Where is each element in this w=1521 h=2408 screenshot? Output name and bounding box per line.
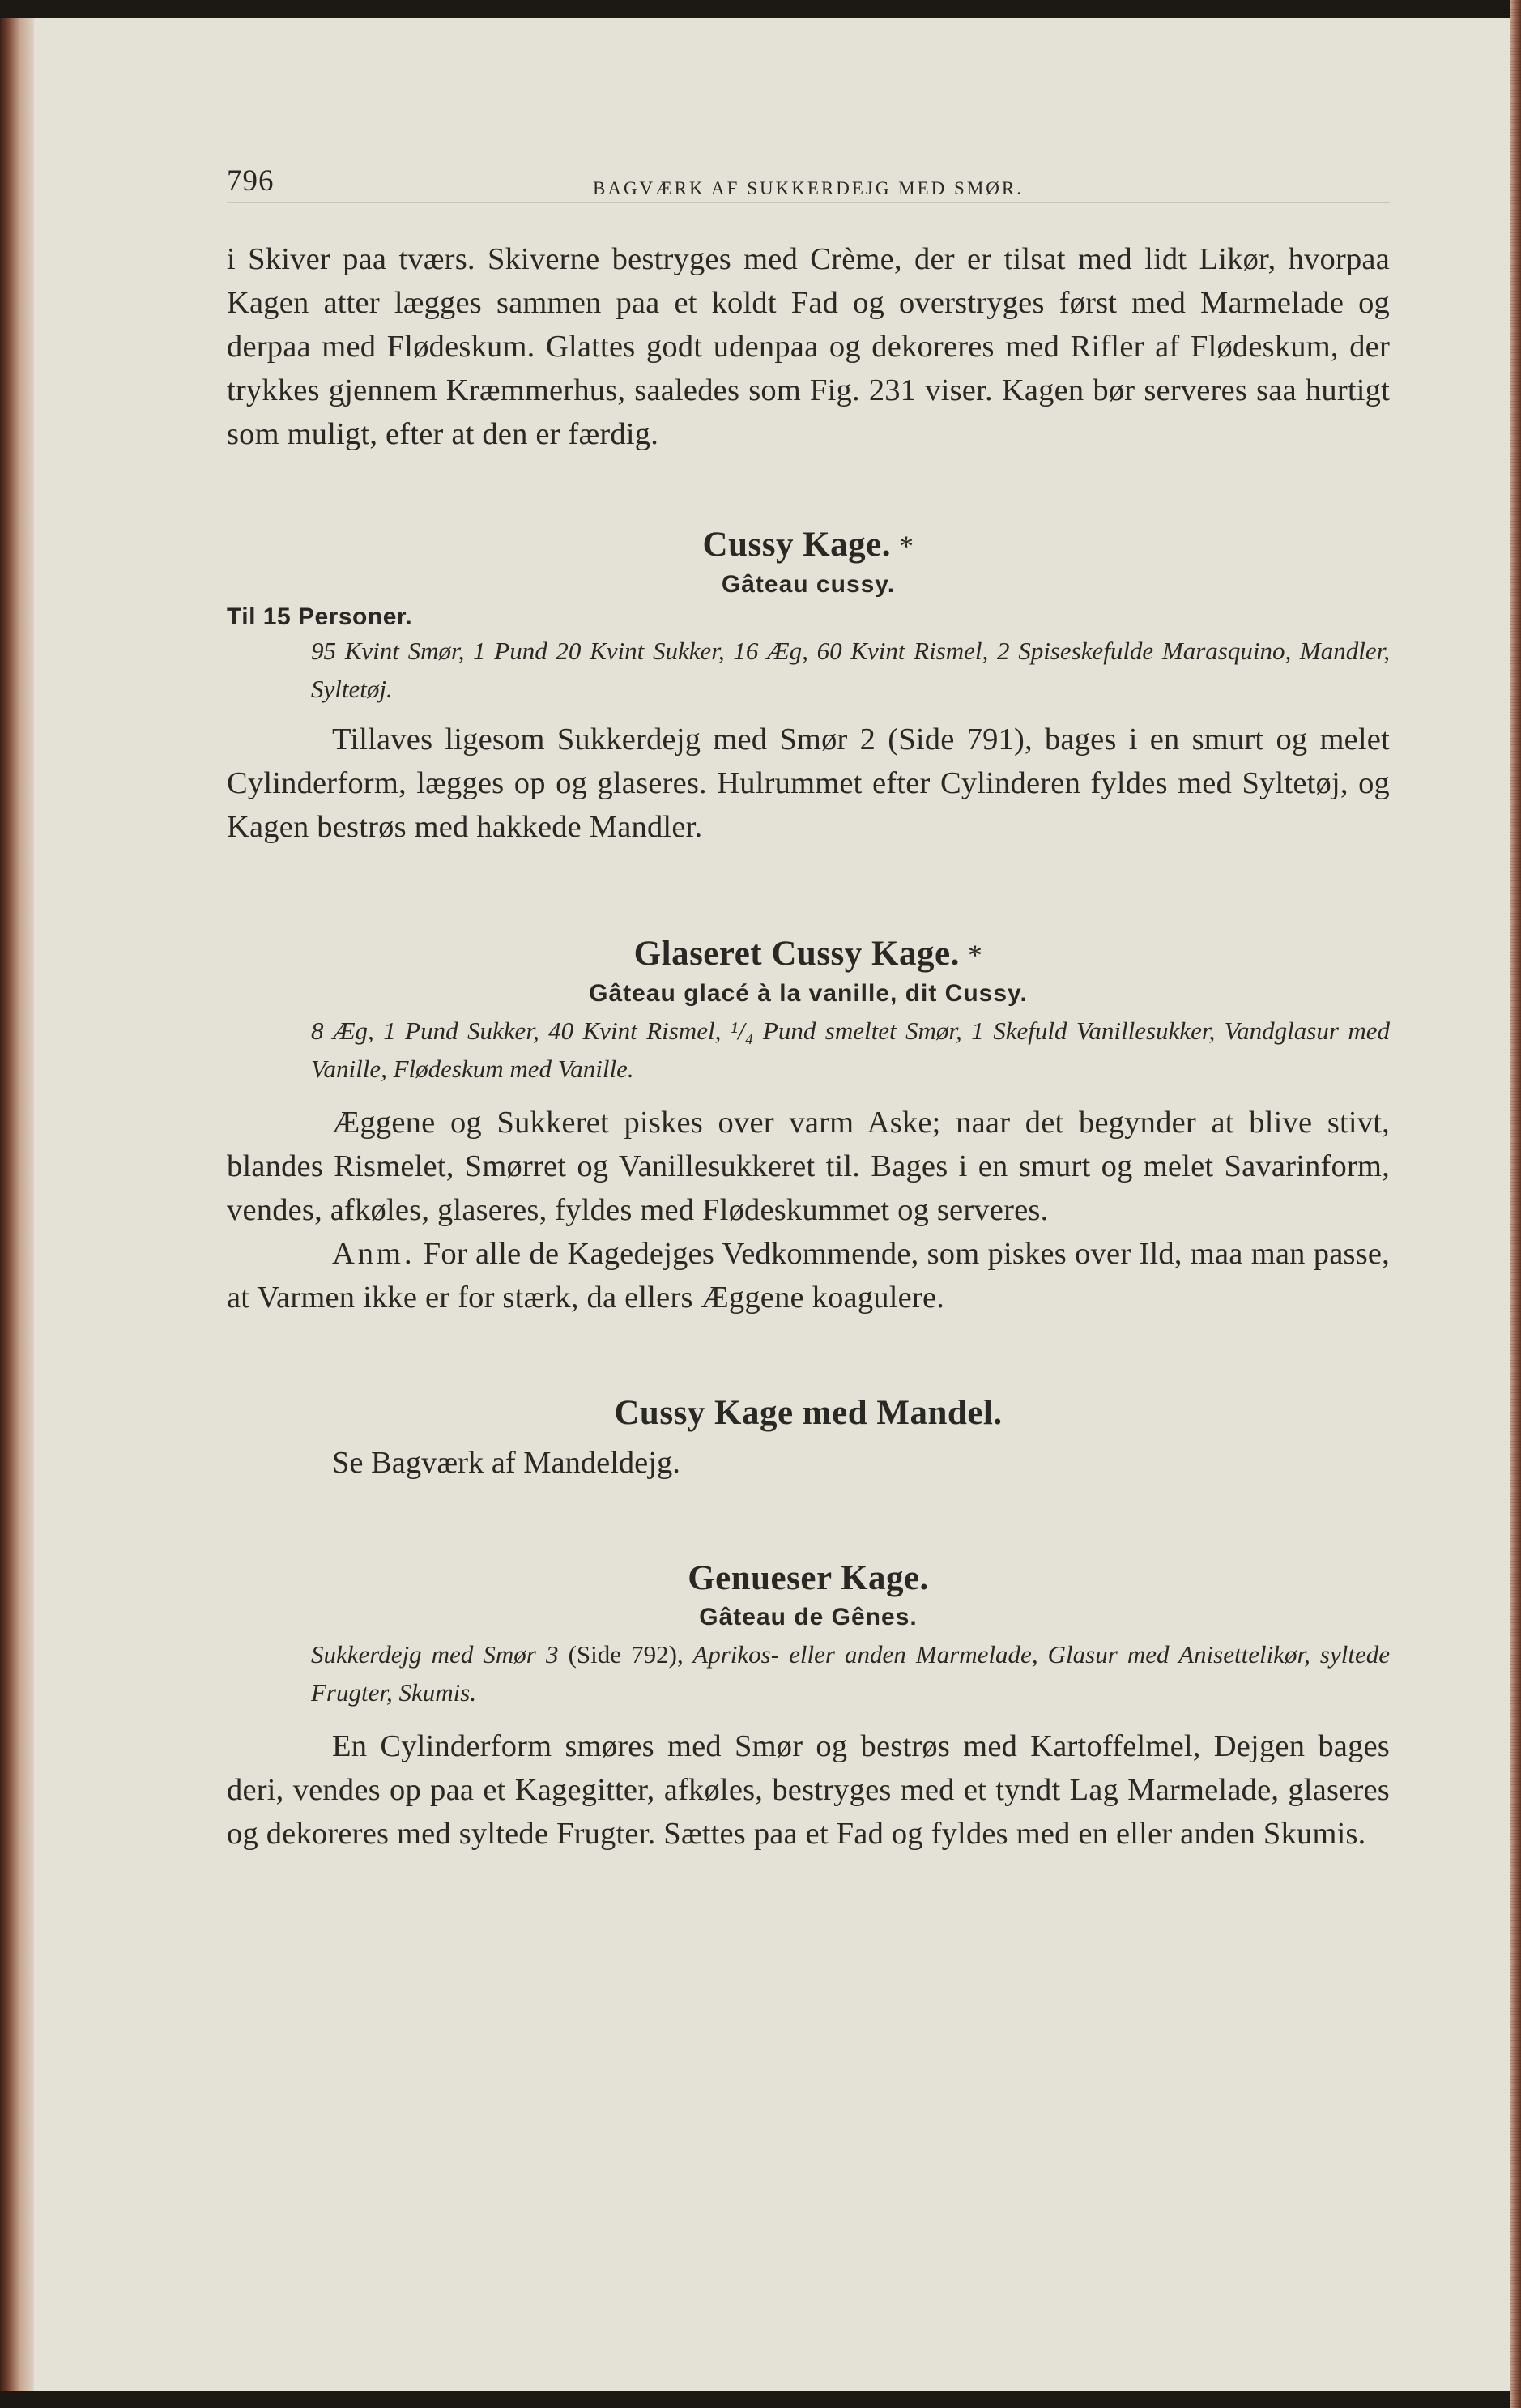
cross-reference: Se Bagværk af Mandeldejg. <box>332 1446 680 1480</box>
recipe-subtitle: Gâteau cussy. <box>721 571 896 598</box>
star-mark: * <box>967 939 983 971</box>
ingredients-part: Aprikos- eller anden Marmelade, Glasur med Anisettelikør, syltede Frugter, Skumis. <box>311 1640 1390 1707</box>
recipe-cussy-kage-med-mandel <box>227 1392 1390 1485</box>
running-head: BAGVÆRK AF SUKKERDEJG MED SMØR. <box>593 178 1024 198</box>
star-mark: * <box>898 530 914 562</box>
ingredients-list: 8 Æg, 1 Pund Sukker, 40 Kvint Rismel, ¹/₄ Pund smeltet Smør, 1 Skefuld Vanillesukker, Vandglasur med Vanille, Flødeskum med Vanille. <box>311 1016 1390 1083</box>
note-text: For alle de Kagedejges Vedkommende, som piskes over Ild, maa man passe, at Varmen ikke er for stærk, da ellers Æggene koagulere. <box>227 1237 1390 1315</box>
servings-note: Til 15 Personer. <box>227 603 413 630</box>
recipe-title-text: Cussy Kage. <box>702 526 891 564</box>
recipe-genueser-kage <box>227 1558 1390 1856</box>
recipe-instructions: En Cylinderform smøres med Smør og bestrøs med Kartoffelmel, Dejgen bages deri, vendes op paa et Kagegitter, afkøles, bestryges med et tyndt Lag Marmelade, glaseres og dekoreres med syltede Frugter. Sættes paa et Fad og fyldes med en eller anden Skumis. <box>227 1729 1390 1851</box>
recipe-note <box>227 1232 1390 1319</box>
recipe-instructions: Tillaves ligesom Sukkerdejg med Smør 2 (Side 791), bages i en smurt og melet Cylinderform, lægges op og glaseres. Hulrummet efter Cylinderen fyldes med Syltetøj, og Kagen bestrøs med hakkede Mandler. <box>227 722 1390 844</box>
ingredients-part: Sukkerdejg med Smør 3 <box>311 1640 559 1669</box>
recipe-cussy-kage <box>227 524 1390 849</box>
continuation-paragraph: i Skiver paa tværs. Skiverne bestryges med Crème, der er tilsat med lidt Likør, hvorpaa Kagen atter lægges sammen paa et koldt Fad og overstryges først med Marmelade og derpaa med Flødeskum. Glattes godt udenpaa og dekoreres med Rifler af Flødeskum, der trykkes gjennem Kræmmerhus, saaledes som Fig. 231 viser. Kagen bør serveres saa hurtigt som muligt, efter at den er færdig. <box>227 242 1390 451</box>
recipe-title <box>227 524 1390 567</box>
recipe-title: Genueser Kage. <box>688 1559 929 1597</box>
ingredients-list <box>311 1635 1390 1711</box>
note-label: Anm. <box>332 1237 415 1271</box>
ingredients-page-ref: (Side 792), <box>568 1640 684 1669</box>
page-number: 796 <box>227 164 275 198</box>
recipe-subtitle: Gâteau de Gênes. <box>699 1604 918 1630</box>
ingredients-list: 95 Kvint Smør, 1 Pund 20 Kvint Sukker, 16 Æg, 60 Kvint Rismel, 2 Spiseskefulde Marasquino, Mandler, Syltetøj. <box>311 637 1390 703</box>
recipe-subtitle: Gâteau glacé à la vanille, dit Cussy. <box>589 980 1028 1007</box>
book-spine-left <box>0 18 34 2391</box>
recipe-instructions: Æggene og Sukkeret piskes over varm Aske; naar det begynder at blive stivt, blandes Rismelet, Smørret og Vanillesukkeret til. Bages i en smurt og melet Savarinform, vendes, afkøles, glaseres, fyldes med Flødeskummet og serveres. <box>227 1106 1390 1227</box>
recipe-title: Cussy Kage med Mandel. <box>614 1394 1003 1432</box>
recipe-title-text: Glaseret Cussy Kage. <box>633 935 960 973</box>
recipe-glaseret-cussy-kage <box>227 933 1390 1319</box>
page-content <box>227 162 1390 1856</box>
page-edges-right <box>1510 0 1521 2408</box>
recipe-title <box>227 933 1390 976</box>
page-header <box>227 162 1390 203</box>
